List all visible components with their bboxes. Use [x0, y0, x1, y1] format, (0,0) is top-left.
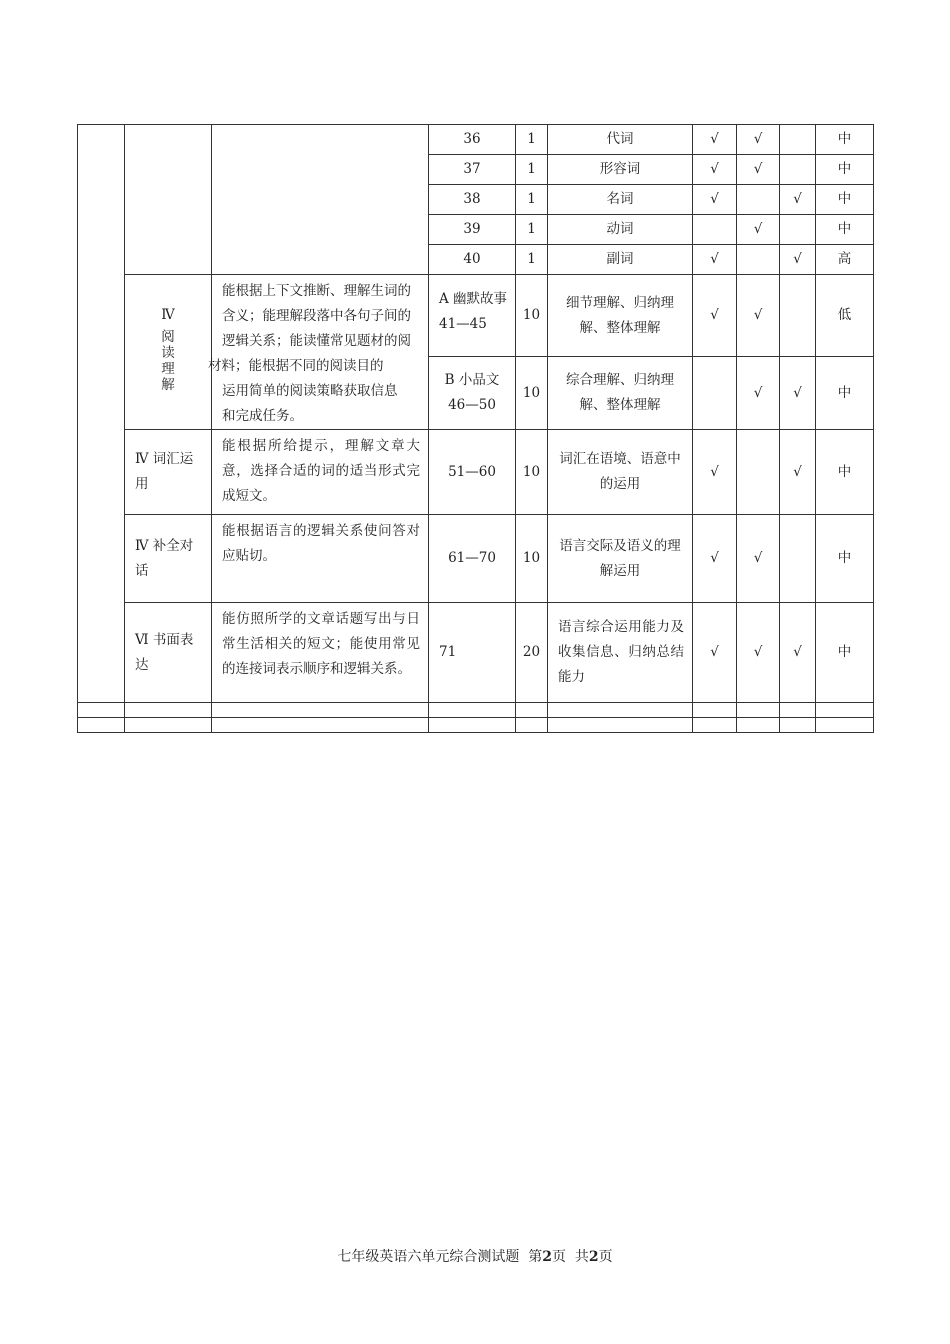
objective-reading	[208, 275, 429, 430]
section-reading	[125, 275, 212, 430]
item-score: 1	[516, 245, 548, 275]
empty-row	[78, 718, 874, 733]
difficulty: 中	[816, 430, 874, 515]
item-number: 39	[429, 215, 516, 245]
objective-dialog: 能根据语言的逻辑关系使问答对应贴切。	[212, 515, 429, 603]
desc-line: 逻辑关系；能读懂常见题材的阅	[222, 333, 411, 349]
table-row	[78, 603, 874, 703]
footer-total-pages: 2	[588, 1249, 599, 1265]
empty-row	[78, 703, 874, 718]
check-2: √	[737, 603, 780, 703]
difficulty: 中	[816, 125, 874, 155]
table-row	[78, 275, 874, 357]
footer-title: 七年级英语六单元综合测试题	[337, 1249, 520, 1265]
item-score: 1	[516, 185, 548, 215]
desc-line: 材料；能根据不同的阅读目的	[208, 358, 384, 374]
section-cell	[125, 125, 212, 275]
difficulty: 中	[816, 515, 874, 603]
check-2: √	[737, 357, 780, 430]
item-number: 51—60	[429, 430, 516, 515]
table-row	[78, 125, 874, 155]
item-score: 20	[516, 603, 548, 703]
difficulty: 中	[816, 215, 874, 245]
desc-line: 含义；能理解段落中各句子间的	[222, 308, 411, 324]
category-cell	[78, 125, 125, 703]
footer-page-number: 2	[542, 1249, 552, 1265]
check-3: √	[780, 603, 816, 703]
item-number: 37	[429, 155, 516, 185]
item-number: 61—70	[429, 515, 516, 603]
section-dialog: Ⅳ 补全对话	[125, 515, 212, 603]
check-3	[780, 275, 816, 357]
check-3	[780, 215, 816, 245]
check-3: √	[780, 245, 816, 275]
check-2: √	[737, 275, 780, 357]
section-writing: Ⅵ 书面表达	[125, 603, 212, 703]
table-row	[78, 515, 874, 603]
footer-page-prefix: 第	[528, 1249, 543, 1265]
item-score: 1	[516, 215, 548, 245]
desc-line: 运用简单的阅读策略获取信息	[222, 383, 398, 399]
check-1: √	[693, 245, 737, 275]
item-number: 36	[429, 125, 516, 155]
item-number: 71	[429, 603, 516, 703]
section-vocab: Ⅳ 词汇运用	[125, 430, 212, 515]
item-score: 1	[516, 125, 548, 155]
item-score: 1	[516, 155, 548, 185]
check-1: √	[693, 515, 737, 603]
footer-page-unit: 页	[552, 1249, 566, 1265]
check-1	[693, 215, 737, 245]
item-content: 代词	[548, 125, 693, 155]
spec-table	[77, 124, 874, 733]
check-1: √	[693, 125, 737, 155]
check-2: √	[737, 155, 780, 185]
check-2: √	[737, 125, 780, 155]
item-reading-a: A 幽默故事 41—45	[429, 275, 516, 357]
table-row	[78, 430, 874, 515]
difficulty: 中	[816, 357, 874, 430]
desc-line: 能根据上下文推断、理解生词的	[222, 283, 411, 299]
item-score: 10	[516, 430, 548, 515]
check-2: √	[737, 515, 780, 603]
objective-vocab: 能根据所给提示，理解文章大意，选择合适的词的适当形式完成短文。	[212, 430, 429, 515]
difficulty: 高	[816, 245, 874, 275]
item-content: 词汇在语境、语意中的运用	[548, 430, 693, 515]
footer-total-unit: 页	[598, 1249, 613, 1265]
item-content: 动词	[548, 215, 693, 245]
item-score: 10	[516, 275, 548, 357]
item-content: 语言交际及语义的理解运用	[548, 515, 693, 603]
check-1	[693, 357, 737, 430]
objective-writing: 能仿照所学的文章话题写出与日常生活相关的短文；能使用常见的连接词表示顺序和逻辑关系。	[212, 603, 429, 703]
desc-line: 和完成任务。	[222, 408, 303, 424]
item-content: 名词	[548, 185, 693, 215]
check-3	[780, 155, 816, 185]
check-1: √	[693, 275, 737, 357]
check-3: √	[780, 185, 816, 215]
item-content: 副词	[548, 245, 693, 275]
difficulty: 低	[816, 275, 874, 357]
check-1: √	[693, 430, 737, 515]
check-1: √	[693, 603, 737, 703]
difficulty: 中	[816, 185, 874, 215]
check-3: √	[780, 357, 816, 430]
item-reading-b: B 小品文 46—50	[429, 357, 516, 430]
check-2: √	[737, 215, 780, 245]
check-1: √	[693, 185, 737, 215]
difficulty: 中	[816, 155, 874, 185]
item-score: 10	[516, 357, 548, 430]
objective-cell	[212, 125, 429, 275]
check-3: √	[780, 430, 816, 515]
item-content: 细节理解、归纳理解、整体理解	[548, 275, 693, 357]
check-2	[737, 245, 780, 275]
check-1: √	[693, 155, 737, 185]
check-3	[780, 125, 816, 155]
difficulty: 中	[816, 603, 874, 703]
item-content: 语言综合运用能力及收集信息、归纳总结能力	[548, 603, 693, 703]
item-content: 形容词	[548, 155, 693, 185]
check-2	[737, 430, 780, 515]
item-score: 10	[516, 515, 548, 603]
footer-total-prefix: 共	[574, 1249, 589, 1265]
section-reading-label: Ⅳ 阅 读 理 解	[161, 306, 175, 393]
item-number: 40	[429, 245, 516, 275]
page-footer	[0, 1246, 950, 1266]
item-number: 38	[429, 185, 516, 215]
item-content: 综合理解、归纳理解、整体理解	[548, 357, 693, 430]
check-3	[780, 515, 816, 603]
check-2	[737, 185, 780, 215]
